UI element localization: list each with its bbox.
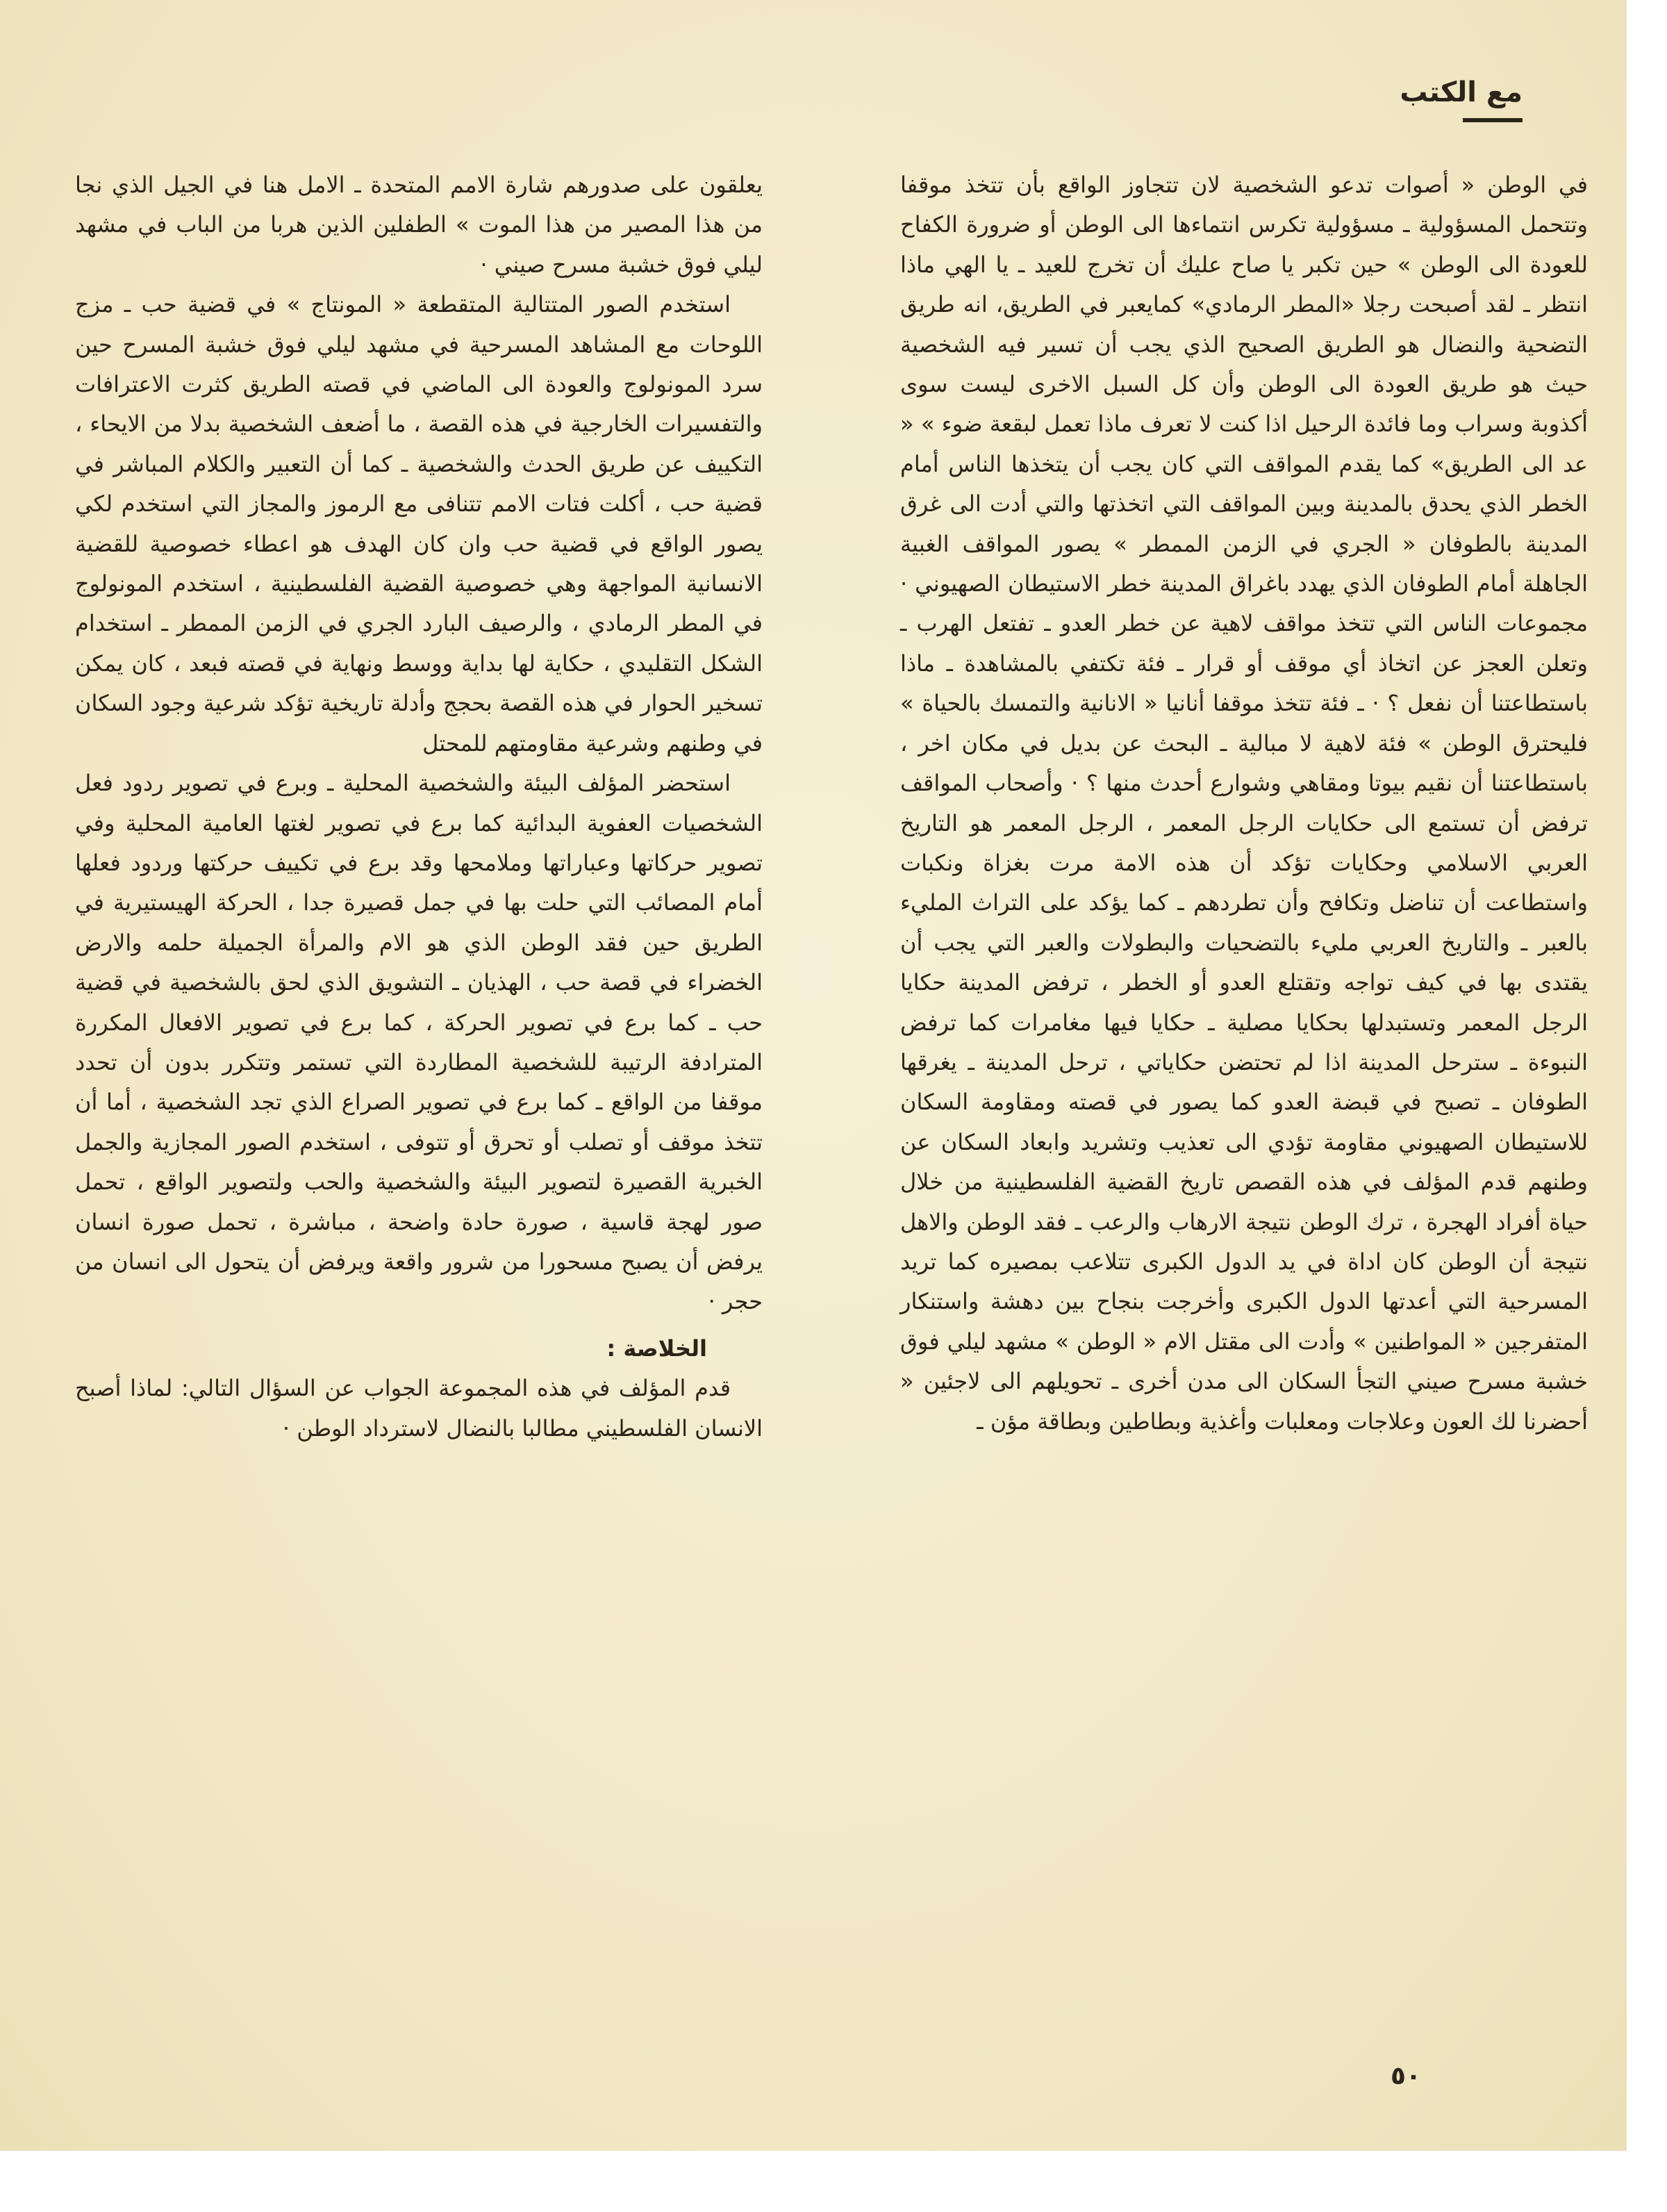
section-header: [1400, 76, 1523, 108]
right-column-paragraph: في الوطن « أصوات تدعو الشخصية لان تتجاوز الواقع بأن تتخذ موقفا وتتحمل المسؤولية ـ مسؤولية تكرس انتماءها الى الوطن أو ضرورة الكفاح للعودة الى الوطن » حين تكبر يا صاح عليك أن تخرج للعيد ـ يا الهي ماذا انتظر ـ لقد أصبحت رجلا «المطر الرمادي» كمايعبر في الطريق، انه طريق التضحية والنضال هو الطريق الصحيح الذي يجب أن تسير فيه الشخصية حيث هو طريق العودة الى الوطن وأن كل السبل الاخرى ليست سوى أكذوبة وسراب وما فائدة الرحيل اذا كنت لا تعرف ماذا تعمل لبقعة ضوء » « عد الى الطريق» كما يقدم المواقف التي كان يجب أن يتخذها الناس أمام الخطر الذي يحدق بالمدينة وبين المواقف التي اتخذتها والتي أدت الى غرق المدينة بالطوفان « الجري في الزمن الممطر » يصور المواقف الغبية الجاهلة أمام الطوفان الذي يهدد باغراق المدينة خطر الاستيطان الصهيوني · مجموعات الناس التي تتخذ مواقف لاهية عن خطر العدو ـ تفتعل الهرب ـ وتعلن العجز عن اتخاذ أي موقف أو قرار ـ فئة تكتفي بالمشاهدة ـ ماذا باستطاعتنا أن نفعل ؟ · ـ فئة تتخذ موقفا أنانيا « الانانية والتمسك بالحياة » فليحترق الوطن » فئة لاهية لا مبالية ـ البحث عن بديل في مكان اخر ، باستطاعتنا أن نقيم بيوتا ومقاهي وشوارع أحدث منها ؟ · وأصحاب المواقف ترفض أن تستمع الى حكايات الرجل المعمر ، الرجل المعمر هو التاريخ العربي الاسلامي وحكايات تؤكد أن هذه الامة مرت بغزاة ونكبات واستطاعت أن تناضل وتكافح وأن تطردهم ـ كما يؤكد على التراث المليء بالعبر ـ والتاريخ العربي مليء بالتضحيات والبطولات والعبر التي يجب أن يقتدى بها في كيف تواجه وتقتلع العدو أو الخطر ، ترفض المدينة حكايا الرجل المعمر وتستبدلها بحكايا مصلية ـ حكايا فيها مغامرات كما ترفض النبوءة ـ سترحل المدينة اذا لم تحتضن حكاياتي ، ترحل المدينة ـ يغرقها الطوفان ـ تصبح في قبضة العدو كما يصور في قصته ومقاومة السكان للاستيطان الصهيوني مقاومة تؤدي الى تعذيب وتشريد وابعاد السكان عن وطنهم قدم المؤلف في هذه القصص تاريخ القضية الفلسطينية من خلال حياة أفراد الهجرة ، ترك الوطن نتيجة الارهاب والرعب ـ فقد الوطن والاهل نتيجة أن الوطن كان اداة في يد الدول الكبرى تتلاعب بمصيره كما تريد المسرحية التي أعدتها الدول الكبرى وأخرجت بنجاح بين دهشة واستنكار المتفرجين « المواطنين » وأدت الى مقتل الام « الوطن » مشهد ليلي فوق خشبة مسرح صيني التجأ السكان الى مدن أخرى ـ تحويلهم الى لاجئين « أحضرنا لك العون وعلاجات ومعلبات وأغذية وبطاطين وبطاقة مؤن ـ: [900, 172, 1588, 1435]
conclusion-text: قدم المؤلف في هذه المجموعة الجواب عن السؤال التالي: لماذا أصبح الانسان الفلسطيني مطالبا بالنضال لاسترداد الوطن ·: [75, 1375, 763, 1442]
left-column-paragraph-2: استخدم الصور المتتالية المتقطعة « المونتاج » في قضية حب ـ مزج اللوحات مع المشاهد المسرحية في مشهد ليلي فوق خشبة المسرح حين سرد المونولوج والعودة الى الماضي في قصته الطريق كثرت الاعترافات والتفسيرات الخارجية في هذه القصة ، ما أضعف الشخصية بدلا من الايحاء ، التكييف عن طريق الحدث والشخصية ـ كما أن التعبير والكلام المباشر في قضية حب ، أكلت فتات الامم تتنافى مع الرموز والمجاز التي استخدم لكي يصور الواقع في قضية حب وان كان الهدف هو اعطاء خصوصية للقضية الانسانية المواجهة وهي خصوصية القضية الفلسطينية ، استخدم المونولوج في المطر الرمادي ، والرصيف البارد الجري في الزمن الممطر ـ استخدام الشكل التقليدي ، حكاية لها بداية ووسط ونهاية في قصته فبعد ، كان يمكن تسخير الحوار في هذه القصة بحجج وأدلة تاريخية تؤكد شرعية وجود السكان في وطنهم وشرعية مقاومتهم للمحتل: [75, 291, 763, 757]
left-column: [75, 165, 763, 1448]
section-title: مع الكتب: [1400, 76, 1523, 108]
left-column-paragraph-1: يعلقون على صدورهم شارة الامم المتحدة ـ الامل هنا في الجيل الذي نجا من هذا المصير من هذا الموت » الطفلين الذين هربا من الباب في مشهد ليلي فوق خشبة مسرح صيني ·: [75, 172, 763, 278]
conclusion-heading: الخلاصة :: [606, 1335, 707, 1362]
header-underline: [1463, 118, 1523, 122]
page-number: ٥٠: [1391, 2062, 1421, 2090]
right-column: [900, 165, 1588, 1442]
left-column-paragraph-3: استحضر المؤلف البيئة والشخصية المحلية ـ وبرع في تصوير ردود فعل الشخصيات العفوية البدائية كما برع في تصوير لغتها العامية المحلية وفي تصوير حركاتها وعباراتها وملامحها وقد برع في تكييف حركتها وردود فعلها أمام المصائب التي حلت بها في جمل قصيرة جدا ، الحركة الهيستيرية في الطريق حين فقد الوطن الذي هو الام والمرأة الجميلة حلمه والارض الخضراء في قصة حب ، الهذيان ـ التشويق الذي لحق بالشخصية في قضية حب ـ كما برع في تصوير الحركة ، كما برع في تصوير الافعال المكررة المترادفة الرتيبة للشخصية المطاردة التي تستمر وتتكرر بدون أن تحدد موقفا من الواقع ـ كما برع في تصوير الصراع الذي تجد الشخصية ، أما أن تتخذ موقف أو تصلب أو تحرق أو تتوفى ، استخدم الصور المجازية والجمل الخبرية القصيرة لتصوير البيئة والشخصية والحب ولتصوير الواقع ، تحمل صور لهجة قاسية ، صورة حادة واضحة ، مباشرة ، تحمل صورة انسان يرفض أن يصبح مسحورا من شرور واقعة ويرفض أن يتحول الى انسان من حجر ·: [75, 770, 763, 1315]
